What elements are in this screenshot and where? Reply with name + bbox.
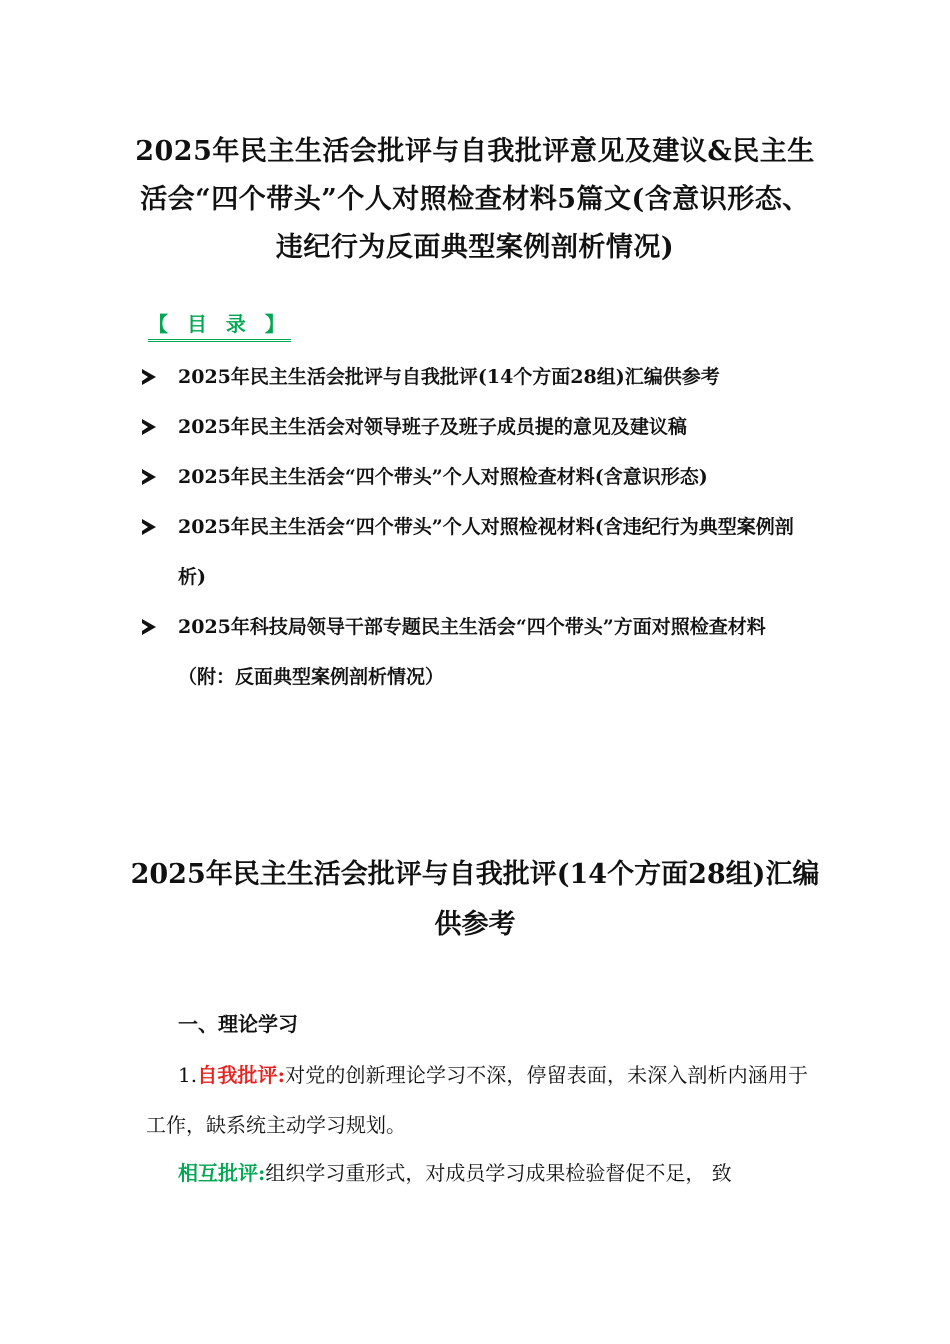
section-title: 2025年民主生活会批评与自我批评(14个方面28组)汇编供参考: [130, 859, 820, 940]
toc-item-label: 2025年民主生活会“四个带头”个人对照检查材料(含意识形态): [178, 466, 708, 488]
toc-item[interactable]: [140, 452, 820, 502]
arrowhead-bullet-icon: [142, 419, 156, 435]
arrowhead-bullet-icon: [142, 469, 156, 485]
toc-item[interactable]: [140, 602, 820, 702]
paragraph-text: 组织学习重形式，对成员学习成果检验督促不足， 致: [265, 1161, 732, 1185]
mutual-criticism-label: 相互批评:: [178, 1161, 266, 1185]
toc-item-label: 2025年民主生活会“四个带头”个人对照检视材料(含违纪行为典型案例剖析): [178, 516, 794, 588]
toc-item[interactable]: [140, 352, 820, 402]
arrowhead-bullet-icon: [142, 369, 156, 385]
toc-item-label: 2025年科技局领导干部专题民主生活会“四个带头”方面对照检查材料（附：反面典型案例剖析情况）: [178, 616, 766, 688]
paragraph-number: 1.: [178, 1063, 198, 1087]
section-subheading: 一、理论学习: [178, 1012, 298, 1036]
toc-item-label: 2025年民主生活会批评与自我批评(14个方面28组)汇编供参考: [178, 366, 720, 388]
arrowhead-bullet-icon: [142, 619, 156, 635]
self-criticism-label: 自我批评:: [197, 1063, 286, 1087]
toc-heading: 【 目 录 】: [148, 308, 291, 342]
toc-item-label: 2025年民主生活会对领导班子及班子成员提的意见及建议稿: [178, 416, 687, 438]
mutual-criticism-paragraph: [146, 1148, 808, 1198]
toc-item[interactable]: [140, 402, 820, 452]
toc-item[interactable]: [140, 502, 820, 602]
document-title: 2025年民主生活会批评与自我批评意见及建议&民主生活会“四个带头”个人对照检查材料5篇文(含意识形态、违纪行为反面典型案例剖析情况): [135, 136, 815, 263]
self-criticism-paragraph: [146, 1050, 808, 1150]
table-of-contents: [140, 352, 820, 702]
paragraph-text: 对党的创新理论学习不深，停留表面，未深入剖析内涵用于工作，缺系统主动学习规划。: [146, 1063, 808, 1137]
arrowhead-bullet-icon: [142, 519, 156, 535]
